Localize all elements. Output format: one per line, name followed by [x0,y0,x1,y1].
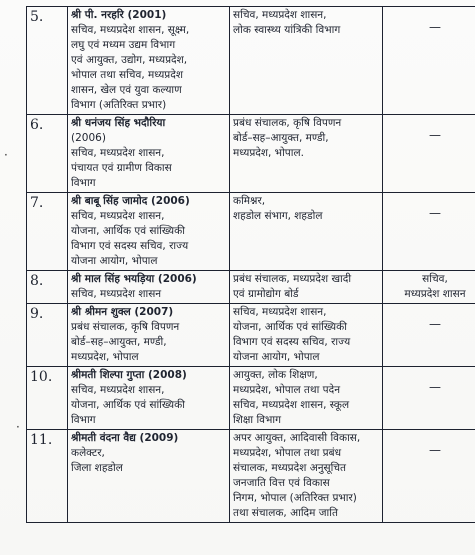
new-posting-line: सचिव, मध्यप्रदेश शासन, [233,9,327,21]
current-post-line: लघु एवं मध्यम उद्यम विभाग [71,39,176,51]
remark-cell [383,271,475,304]
margin-mark: · [16,420,20,434]
officer-name: श्री श्रीमन शुक्ल (2007) [71,306,174,318]
current-post-line: सचिव, मध्यप्रदेश शासन, [71,210,165,222]
remark-dash: — [429,128,441,142]
current-post-line: प्रबंध संचालक, कृषि विपणन [71,321,180,333]
current-post-line: योजना, आर्थिक एवं सांख्यिकी [71,399,185,411]
officer-name: श्री माल सिंह भयड़िया (2006) [71,273,197,285]
remark-line: मध्यप्रदेश शासन [404,288,466,300]
current-post-line: विभाग [71,414,96,426]
remark-dash: — [429,206,441,220]
serial-number: 9. [27,304,68,367]
remark-dash: — [429,443,441,457]
officer-cell [68,271,230,304]
current-post-line: योजना आयोग, भोपाल [71,255,158,267]
new-posting-cell [230,115,383,193]
remark-line: सचिव, [422,273,448,285]
new-posting-line: तथा संचालक, आदिम जाति [233,507,338,519]
new-posting-line: आयुक्त, लोक शिक्षण, [233,369,318,381]
current-post-line: सचिव, मध्यप्रदेश शासन, [71,384,165,396]
new-posting-line: सचिव, मध्यप्रदेश शासन, [233,306,327,318]
officer-name: श्री पी. नरहरि (2001) [71,9,167,21]
new-posting-cell [230,304,383,367]
current-post-line: विभाग एवं सदस्य सचिव, राज्य [71,240,189,252]
current-post-line: जिला शहडोल [71,462,123,474]
new-posting-cell [230,271,383,304]
current-post-line: सचिव, मध्यप्रदेश शासन, [71,147,165,159]
current-post-line: भोपाल तथा सचिव, मध्यप्रदेश [71,69,183,81]
officer-cell [68,193,230,271]
new-posting-line: सचिव, मध्यप्रदेश शासन, स्कूल [233,399,350,411]
new-posting-line: अपर आयुक्त, आदिवासी विकास, [233,432,361,444]
new-posting-line: लोक स्वास्थ्य यांत्रिकी विभाग [233,24,341,36]
officer-name: श्री धनंजय सिंह भदौरिया [71,117,166,129]
current-post-line: शासन, खेल एवं युवा कल्याण [71,84,182,96]
remark-cell [383,367,475,430]
serial-number: 11. [27,430,68,523]
officer-name: श्री बाबू सिंह जामोद (2006) [71,195,190,207]
officer-cell [68,367,230,430]
table-row [27,193,475,271]
serial-number: 5. [27,7,68,115]
officer-name: श्रीमती शिल्पा गुप्ता (2008) [71,369,187,381]
table-row [27,271,475,304]
serial-number: 10. [27,367,68,430]
new-posting-line: मध्यप्रदेश, भोपाल तथा प्रबंध [233,447,342,459]
remark-cell [383,115,475,193]
remark-cell [383,430,475,523]
officer-cell [68,304,230,367]
new-posting-line: संचालक, मध्यप्रदेश अनुसूचित [233,462,347,474]
officer-cell [68,7,230,115]
remark-dash: — [429,317,441,331]
new-posting-line: बोर्ड–सह–आयुक्त, मण्डी, [233,132,329,144]
current-post-line: मध्यप्रदेश, भोपाल [71,351,139,363]
new-posting-line: जनजाति वित्त एवं विकास [233,477,330,489]
new-posting-cell [230,367,383,430]
new-posting-cell [230,430,383,523]
current-post-line: एवं आयुक्त, उद्योग, मध्यप्रदेश, [71,54,188,66]
current-post-line: योजना, आर्थिक एवं सांख्यिकी [71,225,185,237]
new-posting-line: शिक्षा विभाग [233,414,282,426]
table-row [27,7,475,115]
current-post-line: (2006) [71,132,106,144]
new-posting-line: योजना आयोग, भोपाल [233,351,320,363]
current-post-line: विभाग [71,177,96,189]
new-posting-line: कमिश्नर, [233,195,266,207]
current-post-line: विभाग (अतिरिक्त प्रभार) [71,99,167,111]
remark-cell [383,304,475,367]
table-row [27,304,475,367]
remark-dash: — [429,380,441,394]
new-posting-line: प्रबंध संचालक, कृषि विपणन [233,117,342,129]
new-posting-line: प्रबंध संचालक, मध्यप्रदेश खादी [233,273,352,285]
current-post-line: सचिव, मध्यप्रदेश शासन [71,288,162,300]
table-row [27,115,475,193]
new-posting-line: शहडोल संभाग, शहडोल [233,210,323,222]
current-post-line: कलेक्टर, [71,447,105,459]
officer-name: श्रीमती वंदना वैद्य (2009) [71,432,179,444]
new-posting-line: मध्यप्रदेश, भोपाल तथा पदेन [233,384,341,396]
officer-cell [68,430,230,523]
new-posting-line: विभाग एवं सदस्य सचिव, राज्य [233,336,351,348]
current-post-line: बोर्ड–सह–आयुक्त, मण्डी, [71,336,167,348]
serial-number: 7. [27,193,68,271]
table-row [27,367,475,430]
new-posting-line: निगम, भोपाल (अतिरिक्त प्रभार) [233,492,357,504]
table-row [27,430,475,523]
serial-number: 8. [27,271,68,304]
new-posting-line: योजना, आर्थिक एवं सांख्यिकी [233,321,347,333]
new-posting-cell [230,193,383,271]
serial-number: 6. [27,115,68,193]
margin-mark: · [4,148,8,162]
remark-cell [383,7,475,115]
remark-dash: — [429,20,441,34]
new-posting-line: मध्यप्रदेश, भोपाल. [233,147,304,159]
officer-posting-table [26,6,475,523]
new-posting-line: एवं ग्रामोद्योग बोर्ड [233,288,299,300]
new-posting-cell [230,7,383,115]
remark-cell [383,193,475,271]
current-post-line: सचिव, मध्यप्रदेश शासन, सूक्ष्म, [71,24,190,36]
officer-cell [68,115,230,193]
current-post-line: पंचायत एवं ग्रामीण विकास [71,162,172,174]
